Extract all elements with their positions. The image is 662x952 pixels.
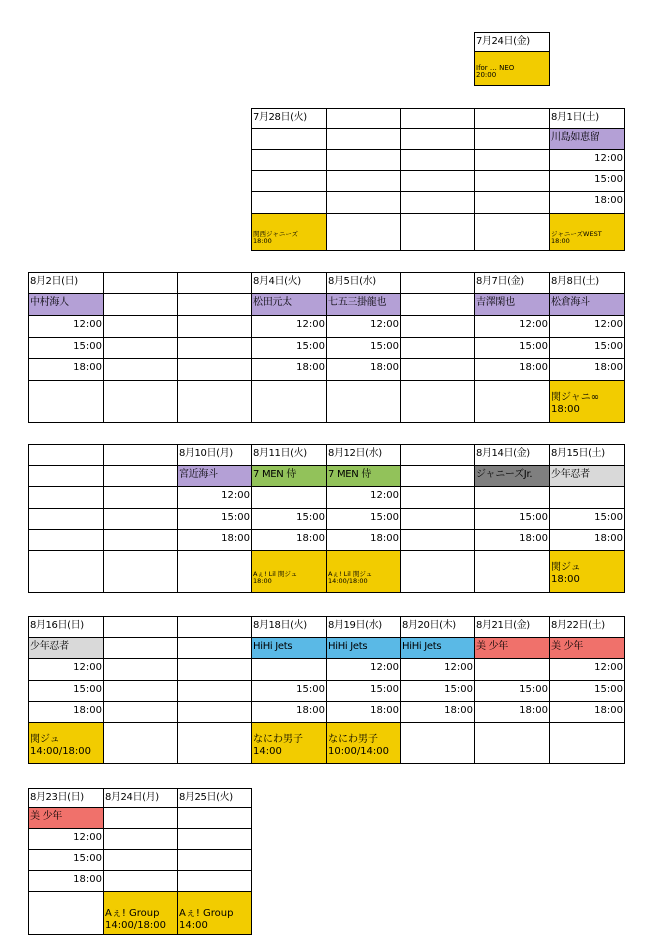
empty-cell bbox=[103, 465, 178, 487]
event-label: なにわ男子 bbox=[253, 734, 303, 745]
empty-cell bbox=[400, 486, 475, 509]
empty-cell bbox=[103, 701, 178, 723]
empty-cell bbox=[326, 128, 401, 150]
empty-cell bbox=[177, 637, 252, 659]
empty-cell bbox=[400, 128, 475, 150]
date-header: 7月24日(金) bbox=[474, 32, 550, 52]
empty-cell bbox=[28, 486, 104, 509]
date-header: 8月24日(月) bbox=[103, 788, 178, 808]
empty-cell bbox=[474, 149, 550, 171]
event-cell bbox=[549, 550, 625, 593]
performer-name: 松倉海斗 bbox=[549, 293, 625, 316]
event-label: 関西ジャニーズ bbox=[253, 230, 299, 238]
empty-cell bbox=[177, 828, 252, 850]
date-header: 8月23日(日) bbox=[28, 788, 104, 808]
event-time: 14:00 bbox=[179, 920, 208, 931]
show-time: 18:00 bbox=[474, 529, 550, 551]
empty-cell bbox=[103, 849, 178, 871]
show-time: 18:00 bbox=[326, 358, 401, 381]
empty-cell bbox=[177, 358, 252, 381]
event-label: ジャニーズWEST bbox=[551, 230, 602, 238]
show-time: 15:00 bbox=[251, 680, 327, 702]
show-time: 12:00 bbox=[177, 486, 252, 509]
date-header: 8月22日(土) bbox=[549, 616, 625, 638]
empty-cell bbox=[251, 149, 327, 171]
event-cell bbox=[177, 891, 252, 935]
empty-cell bbox=[400, 337, 475, 359]
empty-cell bbox=[400, 213, 475, 251]
empty-cell bbox=[400, 444, 475, 466]
show-time: 15:00 bbox=[326, 508, 401, 530]
empty-cell bbox=[400, 149, 475, 171]
date-header: 8月12日(水) bbox=[326, 444, 401, 466]
show-time: 18:00 bbox=[549, 701, 625, 723]
empty-cell bbox=[103, 722, 178, 764]
show-time: 18:00 bbox=[549, 529, 625, 551]
empty-cell bbox=[103, 529, 178, 551]
empty-cell bbox=[400, 108, 475, 129]
empty-cell bbox=[549, 486, 625, 509]
empty-cell bbox=[251, 191, 327, 214]
show-time: 18:00 bbox=[400, 701, 475, 723]
empty-cell bbox=[177, 807, 252, 829]
empty-cell bbox=[549, 722, 625, 764]
empty-cell bbox=[103, 658, 178, 681]
show-time: 18:00 bbox=[28, 870, 104, 892]
show-time: 15:00 bbox=[326, 680, 401, 702]
date-header: 8月2日(日) bbox=[28, 272, 104, 294]
empty-cell bbox=[177, 315, 252, 338]
show-time: 12:00 bbox=[549, 149, 625, 171]
event-cell bbox=[251, 722, 327, 764]
date-header: 8月20日(木) bbox=[400, 616, 475, 638]
date-header: 8月7日(金) bbox=[474, 272, 550, 294]
empty-cell bbox=[400, 465, 475, 487]
empty-cell bbox=[103, 807, 178, 829]
show-time: 18:00 bbox=[326, 529, 401, 551]
show-time: 15:00 bbox=[549, 680, 625, 702]
event-label: Ifor … NEO bbox=[476, 64, 515, 72]
empty-cell bbox=[474, 191, 550, 214]
performer-name: 中村海人 bbox=[28, 293, 104, 316]
event-cell bbox=[28, 722, 104, 764]
empty-cell bbox=[103, 637, 178, 659]
show-time: 12:00 bbox=[28, 828, 104, 850]
empty-cell bbox=[177, 722, 252, 764]
event-label: Aぇ! Lil 関ジュ bbox=[328, 570, 373, 578]
empty-cell bbox=[103, 828, 178, 850]
event-label: Aぇ! Group bbox=[105, 908, 160, 919]
empty-cell bbox=[251, 380, 327, 423]
date-header: 8月18日(火) bbox=[251, 616, 327, 638]
date-header: 8月14日(金) bbox=[474, 444, 550, 466]
empty-cell bbox=[103, 293, 178, 316]
empty-cell bbox=[326, 149, 401, 171]
show-time: 18:00 bbox=[251, 358, 327, 381]
empty-cell bbox=[474, 486, 550, 509]
empty-cell bbox=[400, 315, 475, 338]
performer-name: 松田元太 bbox=[251, 293, 327, 316]
event-time: 18:00 bbox=[551, 574, 580, 585]
date-header: 8月1日(土) bbox=[549, 108, 625, 129]
show-time: 18:00 bbox=[549, 358, 625, 381]
empty-cell bbox=[474, 550, 550, 593]
show-time: 15:00 bbox=[474, 680, 550, 702]
empty-cell bbox=[177, 849, 252, 871]
event-time: 14:00/18:00 bbox=[30, 746, 92, 757]
event-cell bbox=[326, 550, 401, 593]
empty-cell bbox=[474, 380, 550, 423]
empty-cell bbox=[103, 380, 178, 423]
empty-cell bbox=[103, 337, 178, 359]
event-cell bbox=[549, 380, 625, 423]
show-time: 15:00 bbox=[326, 337, 401, 359]
empty-cell bbox=[400, 170, 475, 192]
date-header: 8月11日(火) bbox=[251, 444, 327, 466]
empty-cell bbox=[103, 870, 178, 892]
show-time: 12:00 bbox=[28, 315, 104, 338]
show-time: 18:00 bbox=[251, 701, 327, 723]
empty-cell bbox=[177, 701, 252, 723]
date-header: 8月19日(水) bbox=[326, 616, 401, 638]
show-time: 15:00 bbox=[177, 508, 252, 530]
event-label: 関ジュ bbox=[551, 562, 581, 573]
event-cell bbox=[474, 51, 550, 86]
empty-cell bbox=[400, 380, 475, 423]
empty-cell bbox=[103, 486, 178, 509]
date-header: 8月4日(火) bbox=[251, 272, 327, 294]
event-time: 18:00 bbox=[253, 576, 272, 585]
show-time: 18:00 bbox=[28, 358, 104, 381]
show-time: 18:00 bbox=[251, 529, 327, 551]
event-label: Aぇ! Lil 関ジュ bbox=[253, 570, 298, 578]
performer-name: 7 MEN 侍 bbox=[326, 465, 401, 487]
date-header: 8月25日(火) bbox=[177, 788, 252, 808]
empty-cell bbox=[177, 680, 252, 702]
performer-name: HiHi Jets bbox=[400, 637, 475, 659]
empty-cell bbox=[103, 315, 178, 338]
performer-name: HiHi Jets bbox=[326, 637, 401, 659]
date-header: 8月5日(水) bbox=[326, 272, 401, 294]
performer-name: 7 MEN 侍 bbox=[251, 465, 327, 487]
empty-cell bbox=[177, 337, 252, 359]
show-time: 15:00 bbox=[28, 680, 104, 702]
event-time: 14:00/18:00 bbox=[105, 920, 167, 931]
show-time: 18:00 bbox=[28, 701, 104, 723]
event-label: Aぇ! Group bbox=[179, 908, 234, 919]
event-label: 関ジュ bbox=[30, 734, 60, 745]
show-time: 12:00 bbox=[549, 658, 625, 681]
empty-cell bbox=[251, 128, 327, 150]
empty-cell bbox=[326, 380, 401, 423]
show-time: 15:00 bbox=[474, 508, 550, 530]
empty-cell bbox=[474, 128, 550, 150]
show-time: 18:00 bbox=[474, 358, 550, 381]
empty-cell bbox=[28, 380, 104, 423]
date-header: 8月15日(土) bbox=[549, 444, 625, 466]
performer-name: 美 少年 bbox=[474, 637, 550, 659]
show-time: 15:00 bbox=[474, 337, 550, 359]
empty-cell bbox=[177, 272, 252, 294]
show-time: 12:00 bbox=[326, 486, 401, 509]
performer-name: 吉澤閑也 bbox=[474, 293, 550, 316]
date-header: 8月10日(月) bbox=[177, 444, 252, 466]
empty-cell bbox=[251, 658, 327, 681]
performer-name: 七五三掛龍也 bbox=[326, 293, 401, 316]
date-header: 8月21日(金) bbox=[474, 616, 550, 638]
empty-cell bbox=[103, 616, 178, 638]
event-time: 14:00/18:00 bbox=[328, 576, 368, 585]
date-header: 7月28日(火) bbox=[251, 108, 327, 129]
event-cell bbox=[103, 891, 178, 935]
show-time: 15:00 bbox=[28, 849, 104, 871]
event-time: 18:00 bbox=[551, 404, 580, 415]
empty-cell bbox=[326, 213, 401, 251]
show-time: 12:00 bbox=[326, 658, 401, 681]
empty-cell bbox=[326, 191, 401, 214]
event-label: 関ジャニ∞ bbox=[551, 392, 600, 403]
empty-cell bbox=[177, 380, 252, 423]
empty-cell bbox=[474, 108, 550, 129]
empty-cell bbox=[28, 465, 104, 487]
empty-cell bbox=[400, 358, 475, 381]
empty-cell bbox=[177, 293, 252, 316]
empty-cell bbox=[400, 508, 475, 530]
empty-cell bbox=[251, 170, 327, 192]
show-time: 18:00 bbox=[474, 701, 550, 723]
empty-cell bbox=[28, 444, 104, 466]
empty-cell bbox=[177, 870, 252, 892]
event-time: 18:00 bbox=[253, 236, 272, 245]
performer-name: HiHi Jets bbox=[251, 637, 327, 659]
empty-cell bbox=[400, 272, 475, 294]
show-time: 15:00 bbox=[400, 680, 475, 702]
show-time: 12:00 bbox=[400, 658, 475, 681]
empty-cell bbox=[251, 486, 327, 509]
empty-cell bbox=[103, 508, 178, 530]
show-time: 15:00 bbox=[549, 170, 625, 192]
empty-cell bbox=[28, 550, 104, 593]
empty-cell bbox=[400, 293, 475, 316]
empty-cell bbox=[474, 658, 550, 681]
show-time: 18:00 bbox=[549, 191, 625, 214]
performer-name: 美 少年 bbox=[28, 807, 104, 829]
event-cell bbox=[549, 213, 625, 251]
show-time: 12:00 bbox=[326, 315, 401, 338]
show-time: 12:00 bbox=[251, 315, 327, 338]
empty-cell bbox=[103, 680, 178, 702]
empty-cell bbox=[28, 529, 104, 551]
empty-cell bbox=[474, 170, 550, 192]
show-time: 15:00 bbox=[251, 508, 327, 530]
event-cell bbox=[251, 550, 327, 593]
empty-cell bbox=[103, 550, 178, 593]
performer-name: 宮近海斗 bbox=[177, 465, 252, 487]
show-time: 18:00 bbox=[326, 701, 401, 723]
empty-cell bbox=[177, 616, 252, 638]
date-header: 8月8日(土) bbox=[549, 272, 625, 294]
empty-cell bbox=[177, 658, 252, 681]
empty-cell bbox=[28, 891, 104, 935]
show-time: 15:00 bbox=[549, 337, 625, 359]
empty-cell bbox=[400, 550, 475, 593]
performer-name: 美 少年 bbox=[549, 637, 625, 659]
show-time: 15:00 bbox=[549, 508, 625, 530]
empty-cell bbox=[326, 170, 401, 192]
event-cell bbox=[251, 213, 327, 251]
event-cell bbox=[326, 722, 401, 764]
empty-cell bbox=[326, 108, 401, 129]
empty-cell bbox=[400, 722, 475, 764]
date-header: 8月16日(日) bbox=[28, 616, 104, 638]
event-time: 18:00 bbox=[551, 236, 570, 245]
event-time: 14:00 bbox=[253, 746, 282, 757]
empty-cell bbox=[28, 508, 104, 530]
empty-cell bbox=[177, 550, 252, 593]
show-time: 12:00 bbox=[28, 658, 104, 681]
performer-name: 川島如恵留 bbox=[549, 128, 625, 150]
empty-cell bbox=[400, 191, 475, 214]
empty-cell bbox=[400, 529, 475, 551]
event-time: 10:00/14:00 bbox=[328, 746, 390, 757]
empty-cell bbox=[103, 444, 178, 466]
performer-name: 少年忍者 bbox=[549, 465, 625, 487]
show-time: 15:00 bbox=[251, 337, 327, 359]
performer-name: ジャニーズJr. bbox=[474, 465, 550, 487]
performer-name: 少年忍者 bbox=[28, 637, 104, 659]
empty-cell bbox=[474, 213, 550, 251]
show-time: 12:00 bbox=[549, 315, 625, 338]
empty-cell bbox=[103, 358, 178, 381]
empty-cell bbox=[474, 722, 550, 764]
show-time: 18:00 bbox=[177, 529, 252, 551]
event-label: なにわ男子 bbox=[328, 734, 378, 745]
empty-cell bbox=[103, 272, 178, 294]
show-time: 15:00 bbox=[28, 337, 104, 359]
event-time: 20:00 bbox=[476, 71, 497, 80]
show-time: 12:00 bbox=[474, 315, 550, 338]
